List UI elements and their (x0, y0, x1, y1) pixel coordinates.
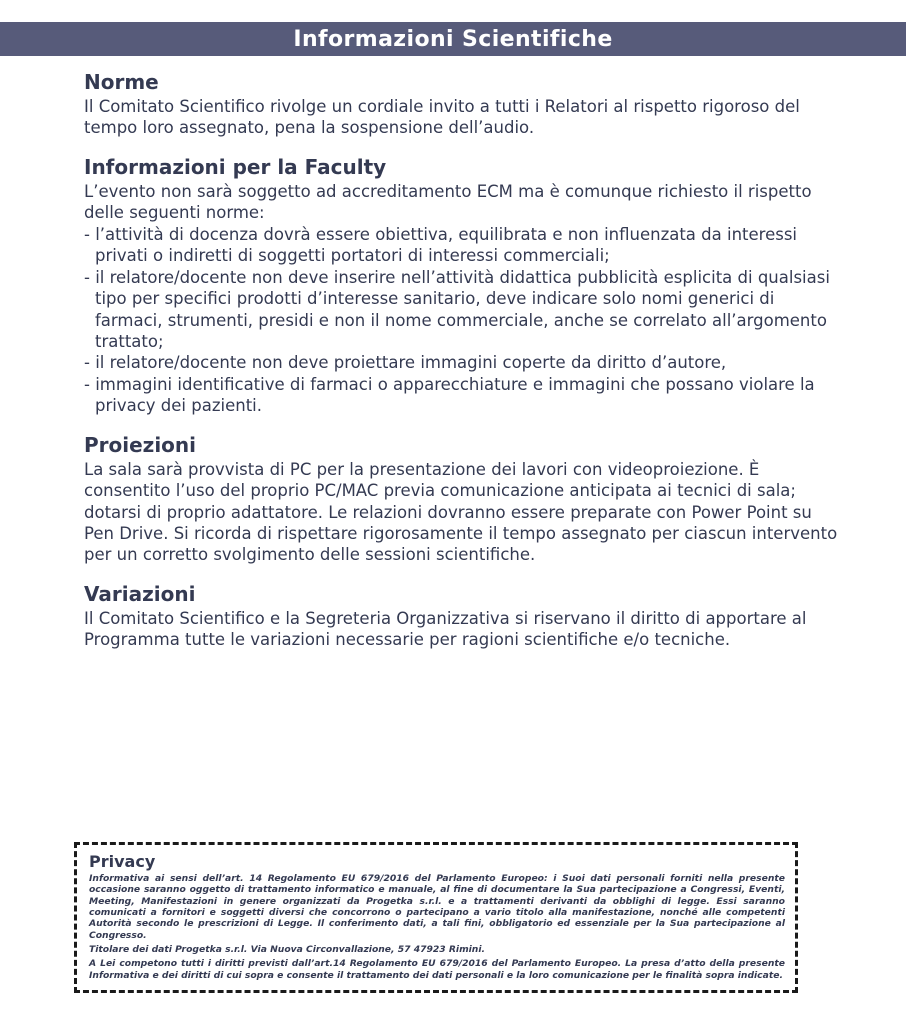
document-content (84, 64, 844, 667)
section-paragraph-variazioni: Il Comitato Scientifico e la Segreteria Organizzativa si riservano il diritto di apportare al Programma tutte le variazioni necessarie per ragioni scientifiche e/o tecniche. (84, 608, 807, 650)
privacy-paragraph: A Lei competono tutti i diritti previsti dall’art.14 Regolamento EU 679/2016 del Parlamento Europeo. La presa d’atto della presente Informativa e dei diritti di cui sopra e consente il trattamento dei dati personali e la loro comunicazione per le finalità sopra indicate. (89, 958, 785, 981)
privacy-title: Privacy (89, 852, 156, 871)
section-heading-proiezioni: Proiezioni (84, 432, 197, 457)
page-title: Informazioni Scientifiche (293, 26, 613, 52)
section-heading-variazioni: Variazioni (84, 581, 196, 606)
privacy-paragraph: Titolare dei dati Progetka s.r.l. Via Nuova Circonvallazione, 57 47923 Rimini. (89, 943, 485, 955)
privacy-paragraph: Informativa ai sensi dell’art. 14 Regolamento EU 679/2016 del Parlamento Europeo: i Suoi dati personali forniti nella presente occasione saranno oggetto di trattamento informatico e manuale, al fine di documentare la Sua partecipazione a Congressi, Eventi, Meeting, Manifestazioni in genere organizzati da Progetka s.r.l. e a trattamenti derivanti da obblighi di legge. Essi saranno comunicati a fornitori e soggetti diversi che concorrono o partecipano a vario titolo alla manifestazione, nonché alle competenti Autorità secondo le prescrizioni di Legge. Il conferimento dati, a tali fini, obbligatorio ed essenziale per la Sua partecipazione al Congresso. (89, 873, 785, 941)
list-item: - il relatore/docente non deve inserire nell’attività didattica pubblicità esplicita di qualsiasi tipo per specifici prodotti d’interesse sanitario, deve indicare solo nomi generici di farmaci, strumenti, presidi e non il nome commerciale, anche se correlato all’argomento trattato; (84, 267, 830, 351)
section-proiezioni (84, 433, 844, 566)
section-variazioni (84, 582, 844, 651)
section-norme (84, 70, 844, 139)
privacy-notice-box (74, 842, 798, 993)
section-informazioni-faculty (84, 155, 844, 417)
section-paragraph-faculty: L’evento non sarà soggetto ad accreditamento ECM ma è comunque richiesto il rispetto delle seguenti norme: (84, 181, 812, 223)
page-title-bar (0, 22, 906, 56)
section-heading-norme: Norme (84, 70, 159, 94)
faculty-rules-list (84, 224, 844, 417)
section-heading-faculty: Informazioni per la Faculty (84, 154, 387, 179)
section-paragraph-proiezioni: La sala sarà provvista di PC per la presentazione dei lavori con videoproiezione. È consentito l’uso del proprio PC/MAC previa comunicazione anticipata ai tecnici di sala; dotarsi di proprio adattatore. Le relazioni dovranno essere preparate con Power Point su Pen Drive. Si ricorda di rispettare rigorosamente il tempo assegnato per ciascun intervento per un corretto svolgimento delle sessioni scientifiche. (84, 459, 838, 565)
list-item: - il relatore/docente non deve proiettare immagini coperte da diritto d’autore, (84, 353, 727, 373)
section-paragraph-norme: Il Comitato Scientifico rivolge un cordiale invito a tutti i Relatori al rispetto rigoroso del tempo loro assegnato, pena la sospensione dell’audio. (84, 97, 800, 138)
list-item: - l’attività di docenza dovrà essere obiettiva, equilibrata e non influenzata da interessi privati o indiretti di soggetti portatori di interessi commerciali; (84, 224, 798, 266)
list-item: - immagini identificative di farmaci o apparecchiature e immagini che possano violare la privacy dei pazienti. (84, 374, 815, 416)
